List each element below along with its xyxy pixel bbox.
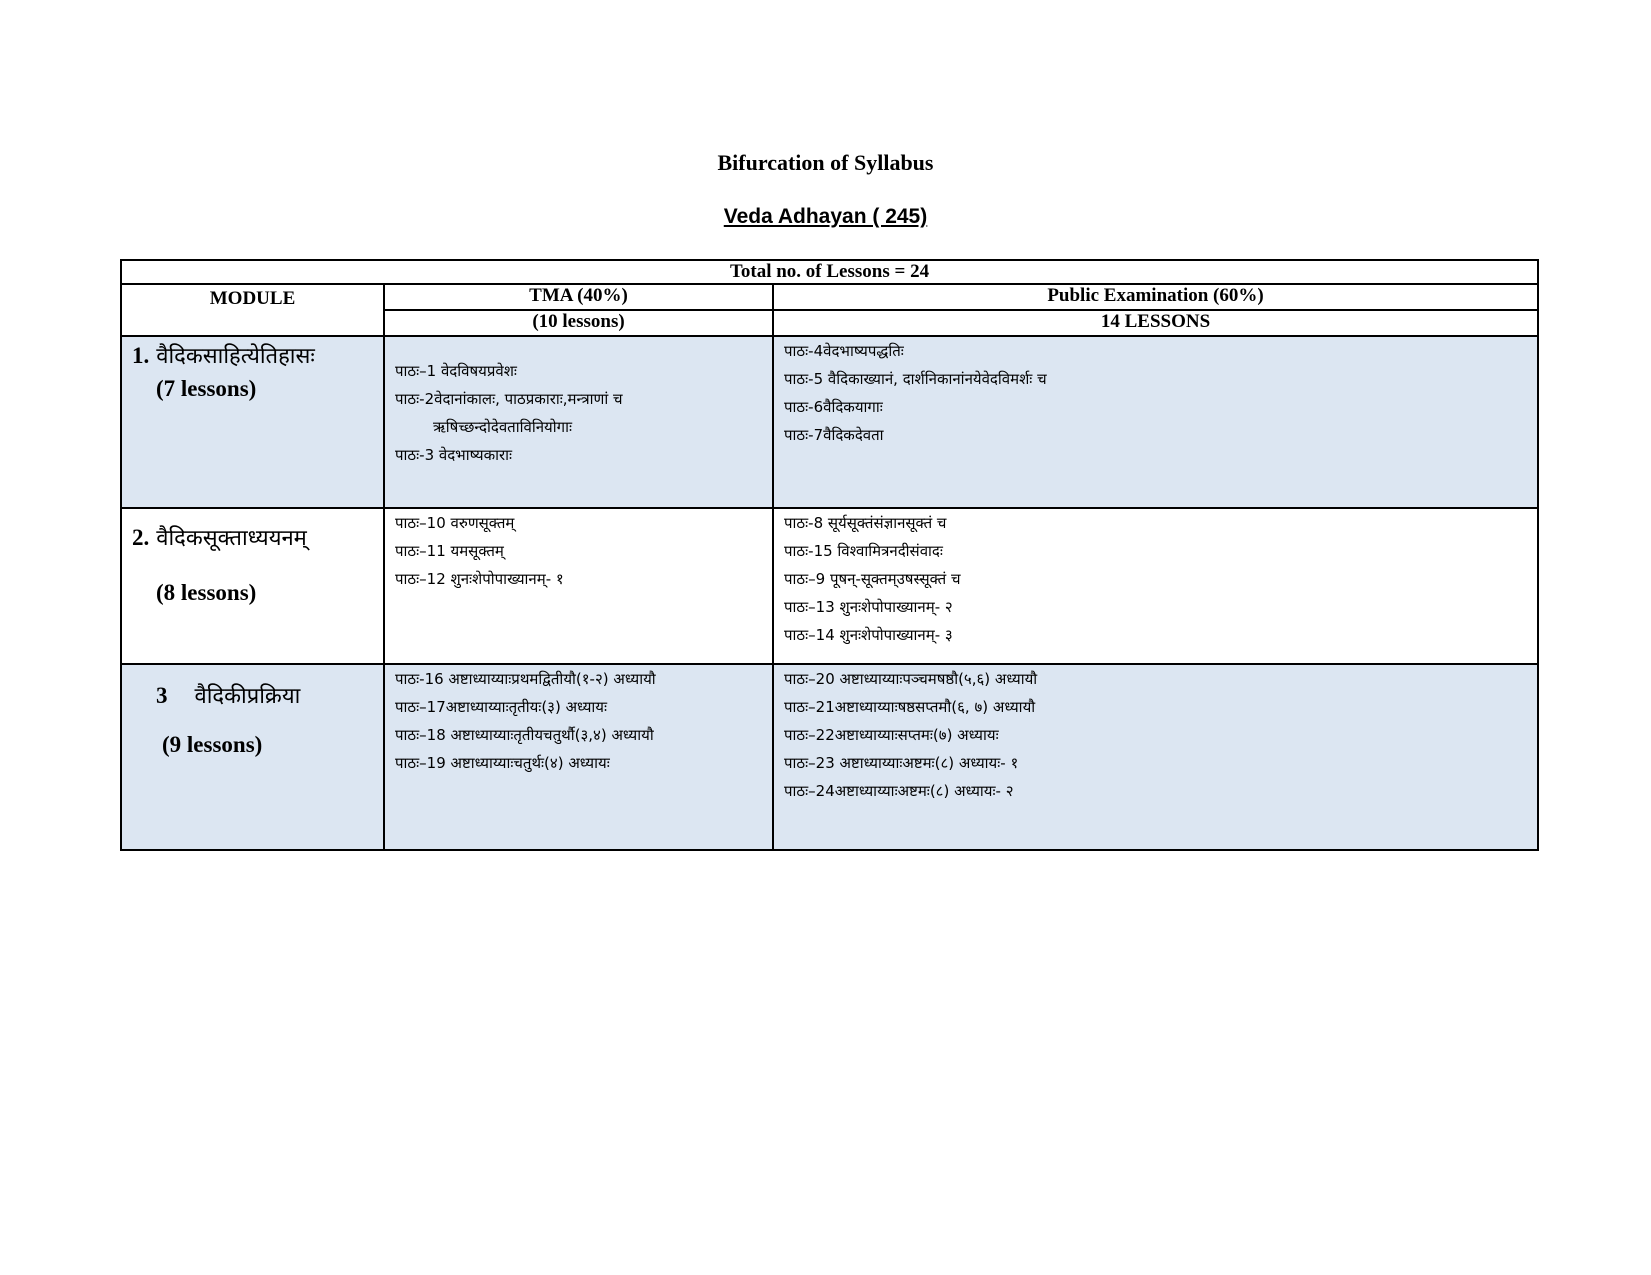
module-number: 1. [132, 343, 150, 368]
table-row [121, 336, 1538, 508]
module-lesson-count: (7 lessons) [156, 376, 257, 401]
list-item: ऋषिच्छन्दोदेवताविनियोगाः [433, 418, 572, 436]
module-title [156, 681, 383, 712]
list-item: पाठः–19 अष्टाध्याय्याःचतुर्थः(४) अध्यायः [395, 754, 610, 772]
tma-lessons-cell [384, 664, 773, 850]
module-lesson-count: (8 lessons) [156, 580, 257, 605]
public-exam-lesson-list [774, 509, 1537, 649]
list-item: पाठः-2वेदानांकालः, पाठप्रकाराः,मन्त्राणां च [395, 390, 623, 408]
list-item: पाठः-7वैदिकदेवता [784, 426, 884, 444]
public-exam-lessons-cell [773, 664, 1538, 850]
list-item: पाठः–22अष्टाध्याय्याःसप्तमः(७) अध्यायः [784, 726, 999, 744]
public-exam-lesson-list [774, 337, 1537, 449]
table-row [121, 664, 1538, 850]
tma-lesson-count: (10 lessons) [384, 310, 773, 336]
module-name: वैदिकसाहित्येतिहासः [156, 344, 315, 369]
tma-lesson-list [385, 665, 772, 777]
list-item: पाठः–21अष्टाध्याय्याःषष्ठसप्तमौ(६, ७) अध्यायौ [784, 698, 1036, 716]
list-item: पाठः-5 वैदिकाख्यानं, दार्शनिकानांनयेवेदविमर्शः च [784, 370, 1047, 388]
module-cell [121, 508, 384, 664]
list-item: पाठः-4वेदभाष्यपद्धतिः [784, 342, 904, 360]
syllabus-table [120, 259, 1539, 851]
list-item: पाठः–14 शुनःशेपोपाख्यानम्- ३ [784, 626, 953, 644]
list-item: पाठः–9 पूषन्-सूक्तम्उषस्सूक्तं च [784, 570, 961, 588]
document-subtitle: Veda Adhayan ( 245) [723, 205, 928, 228]
module-column-header: MODULE [121, 284, 384, 336]
tma-lessons-cell [384, 508, 773, 664]
list-item: पाठः-6वैदिकयागाः [784, 398, 883, 416]
total-lessons-header: Total no. of Lessons = 24 [121, 260, 1538, 284]
list-item: पाठः–20 अष्टाध्याय्याःपञ्चमषष्ठौ(५,६) अध्यायौ [784, 670, 1038, 688]
tma-lessons-cell [384, 336, 773, 508]
list-item: पाठः-3 वेदभाष्यकाराः [395, 446, 513, 464]
public-exam-lessons-cell [773, 508, 1538, 664]
list-item: पाठः–12 शुनःशेपोपाख्यानम्- १ [395, 570, 564, 588]
public-exam-lessons-cell [773, 336, 1538, 508]
list-item: पाठः–18 अष्टाध्याय्याःतृतीयचतुर्थौ(३,४) अध्यायौ [395, 726, 654, 744]
public-exam-lesson-list [774, 665, 1537, 805]
module-title [132, 523, 383, 554]
module-cell [121, 664, 384, 850]
list-item: पाठः–1 वेदविषयप्रवेशः [395, 362, 517, 380]
list-item: पाठः–24अष्टाध्याय्याःअष्टमः(८) अध्यायः- २ [784, 782, 1014, 800]
tma-lesson-list [385, 509, 772, 593]
module-title [132, 341, 383, 372]
module-cell [121, 336, 384, 508]
module-name: वैदिकसूक्ताध्ययनम् [156, 526, 307, 551]
module-lesson-count: (9 lessons) [162, 732, 263, 757]
list-item: पाठः–11 यमसूक्तम् [395, 542, 504, 560]
module-number: 2. [132, 525, 150, 550]
tma-lesson-list [385, 357, 772, 469]
public-exam-lesson-count: 14 LESSONS [773, 310, 1538, 336]
list-item: पाठः-8 सूर्यसूक्तंसंज्ञानसूक्तं च [784, 514, 947, 532]
list-item: पाठः–17अष्टाध्याय्याःतृतीयः(३) अध्यायः [395, 698, 608, 716]
tma-column-header: TMA (40%) [384, 284, 773, 310]
list-item: पाठः–23 अष्टाध्याय्याःअष्टमः(८) अध्यायः- १ [784, 754, 1019, 772]
public-exam-column-header: Public Examination (60%) [773, 284, 1538, 310]
list-item: पाठः-16 अष्टाध्याय्याःप्रथमद्वितीयौ(१-२) अध्यायौ [395, 670, 656, 688]
list-item: पाठः–13 शुनःशेपोपाख्यानम्- २ [784, 598, 953, 616]
table-row [121, 508, 1538, 664]
list-item: पाठः-15 विश्वामित्रनदीसंवादः [784, 542, 943, 560]
document-title: Bifurcation of Syllabus [717, 150, 934, 175]
module-name: वैदिकीप्रक्रिया [194, 684, 301, 709]
list-item: पाठः–10 वरुणसूक्तम् [395, 514, 515, 532]
module-number: 3 [156, 683, 168, 708]
